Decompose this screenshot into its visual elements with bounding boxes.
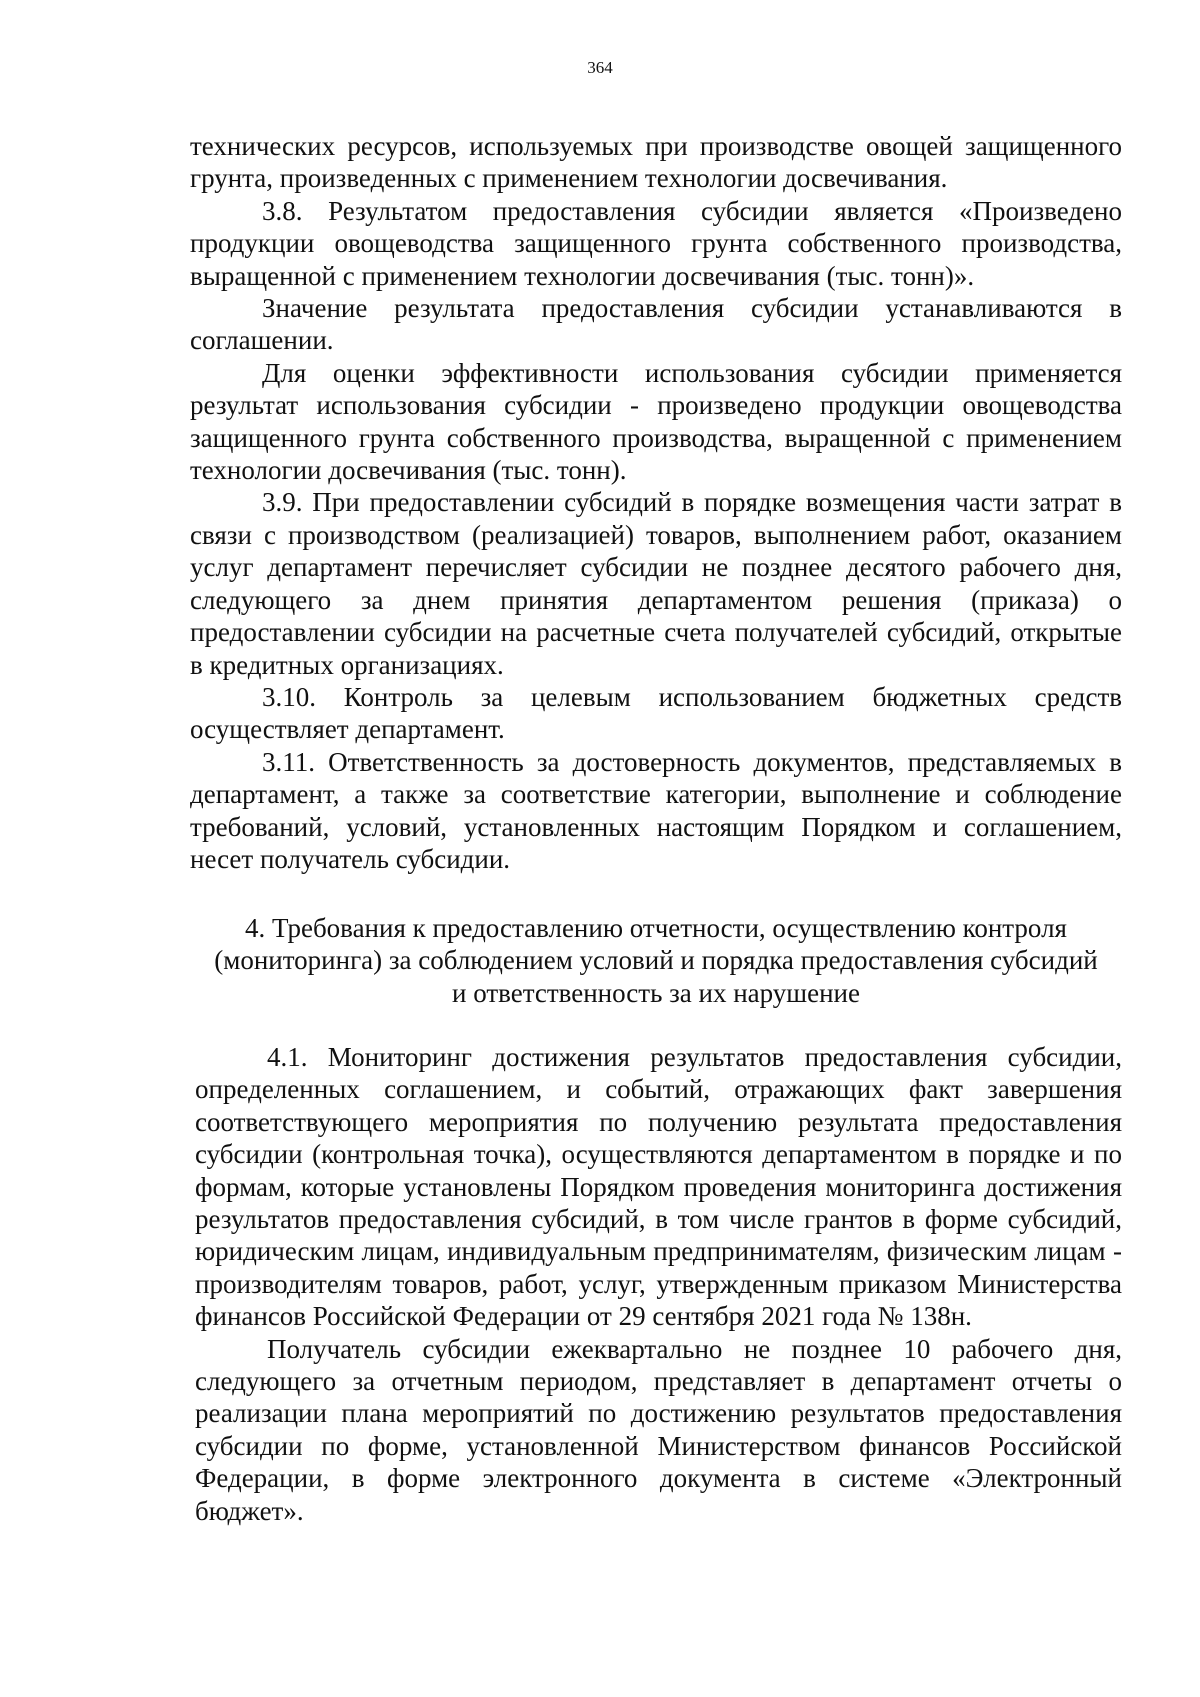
section-3-text <box>190 130 1122 875</box>
paragraph-3-9: 3.9. При предоставлении субсидий в порядке возмещения части затрат в связи с производством (реализацией) товаров, выполнением работ, оказанием услуг департамент перечисляет субсидии не позднее десятого рабочего дня, следующего за днем принятия департаментом решения (приказа) о предоставлении субсидии на расчетные счета получателей субсидий, открытые в кредитных организациях. <box>190 487 1122 680</box>
heading-line: и ответственность за их нарушение <box>452 977 860 1008</box>
paragraph-4-1: 4.1. Мониторинг достижения результатов предоставления субсидии, определенных соглашением, и событий, отражающих факт завершения соответствующего мероприятия по получению результата предоставления субсидии (контрольная точка), осуществляются департаментом в порядке и по формам, которые установлены Порядком проведения мониторинга достижения результатов предоставления субсидий, в том числе грантов в форме субсидий, юридическим лицам, индивидуальным предпринимателям, физическим лицам - производителям товаров, работ, услуг, утвержденным приказом Министерства финансов Российской Федерации от 29 сентября 2021 года № 138н. <box>195 1042 1122 1332</box>
paragraph-3-8: 3.8. Результатом предоставления субсидии является «Произведено продукции овощеводства защищенного грунта собственного производства, выращенной с применением технологии досвечивания (тыс. тонн)». <box>190 195 1122 291</box>
paragraph: технических ресурсов, используемых при производстве овощей защищенного грунта, произведенных с применением технологии досвечивания. <box>190 131 1122 194</box>
section-4-text <box>195 1041 1122 1527</box>
heading-line: 4. Требования к предоставлению отчетности, осуществлению контроля <box>245 913 1067 943</box>
paragraph: Значение результата предоставления субсидии устанавливаются в соглашении. <box>190 293 1122 356</box>
paragraph: Получатель субсидии ежеквартально не позднее 10 рабочего дня, следующего за отчетным периодом, представляет в департамент отчеты о реализации плана мероприятий по достижению результатов предоставления субсидии по форме, установленной Министерством финансов Российской Федерации, в форме электронного документа в системе «Электронный бюджет». <box>195 1333 1122 1526</box>
paragraph-3-11: 3.11. Ответственность за достоверность документов, представляемых в департамент, а также за соответствие категории, выполнение и соблюдение требований, условий, установленных настоящим Порядком и соглашением, несет получатель субсидии. <box>190 746 1122 874</box>
page-number: 364 <box>587 58 613 77</box>
section-4-heading <box>190 912 1122 1009</box>
paragraph-3-10: 3.10. Контроль за целевым использованием бюджетных средств осуществляет департамент. <box>190 681 1122 745</box>
heading-line: (мониторинга) за соблюдением условий и порядка предоставления субсидий <box>214 945 1098 976</box>
paragraph: Для оценки эффективности использования субсидии применяется результат использования субсидии - произведено продукции овощеводства защищенного грунта собственного производства, выращенной с применением технологии досвечивания (тыс. тонн). <box>190 357 1122 486</box>
